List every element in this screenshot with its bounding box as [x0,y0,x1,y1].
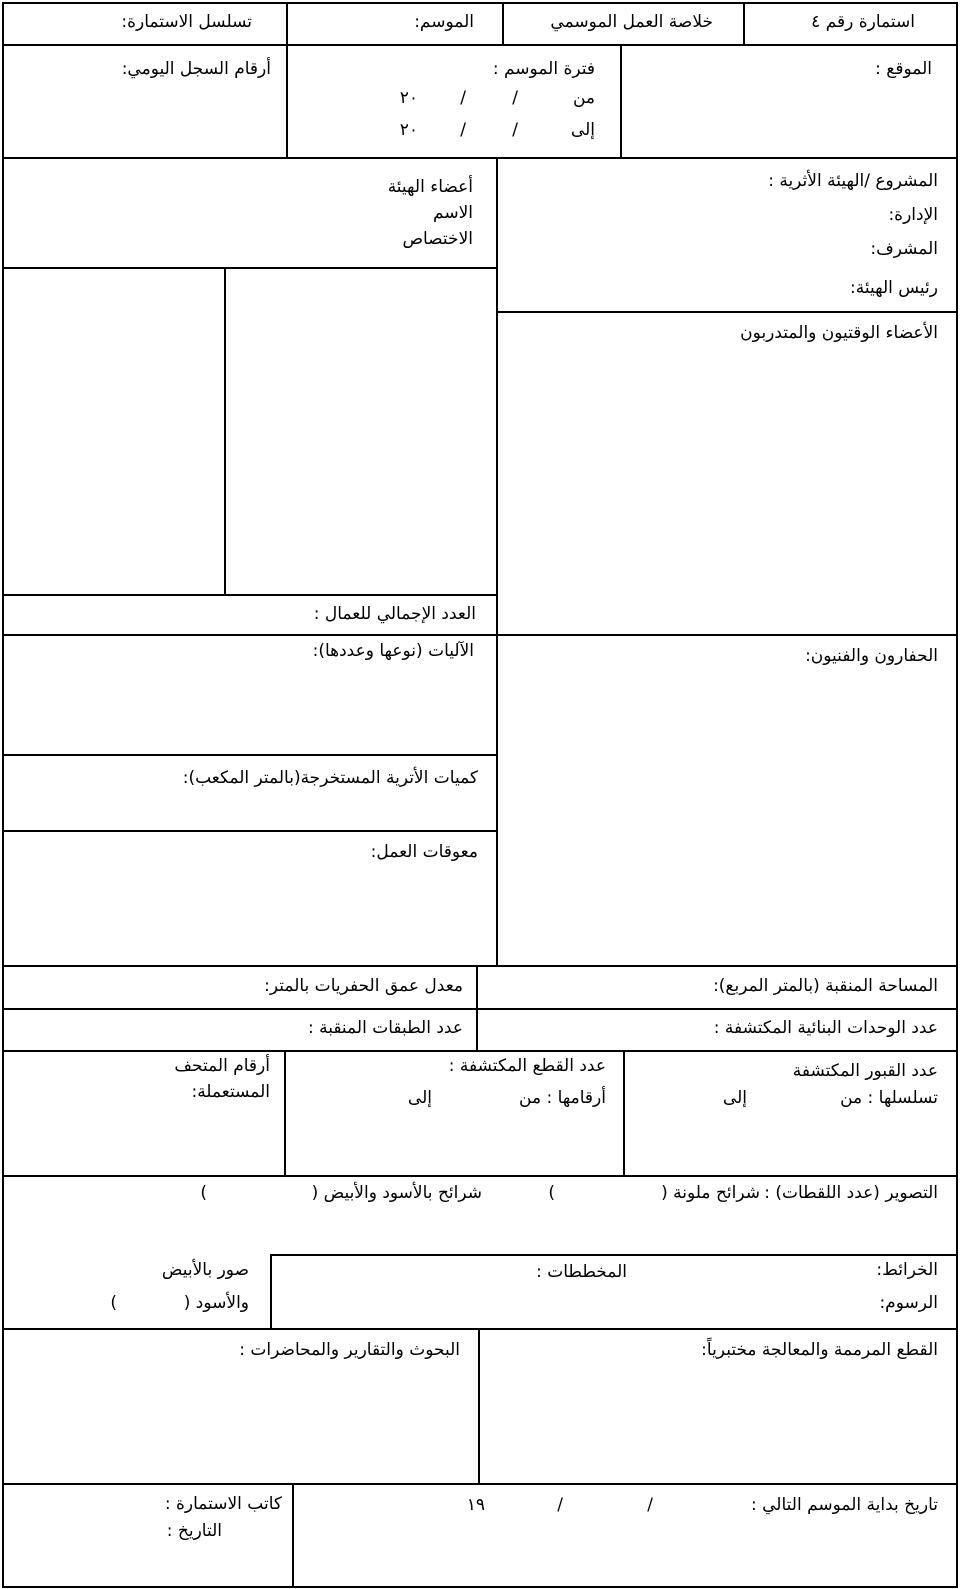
tombs-to-label: إلى [722,1088,747,1108]
divider [286,2,288,44]
project-mission-label: المشروع /الهيئة الأثرية : [768,171,938,191]
mission-members-label: أعضاء الهيئة [387,177,473,197]
form-border-right [956,2,958,1587]
maps-label: الخرائط: [876,1260,938,1280]
period-to-slash-2: / [460,120,466,140]
excavated-soil-label: كميات الأترية المستخرجة(بالمتر المكعب): [182,768,478,788]
divider [2,1175,958,1177]
color-slides-close-paren: ) [548,1183,555,1203]
period-to-label: إلى [570,120,595,140]
divider [623,1050,625,1175]
form-border-top [2,2,958,4]
divider [2,157,958,159]
supervisor-label: المشرف: [870,239,938,259]
divider [2,830,496,832]
next-season-year: ١٩ [466,1495,485,1515]
depth-rate-label: معدل عمق الحفريات بالمتر: [264,976,463,996]
divider [2,1008,958,1010]
total-workers-label: العدد الإجمالي للعمال : [313,604,476,624]
divider [270,1254,272,1328]
divider [2,1050,958,1052]
bw-slides-label: شرائح بالأسود والأبيض ( [311,1183,482,1203]
period-from-slash-2: / [460,88,466,108]
site-label: الموقع : [875,59,932,79]
season-label: الموسم: [414,12,474,32]
museum-numbers-label-line-2: المستعملة: [191,1082,270,1102]
divider [478,1328,480,1483]
diggers-technicians-label: الحفارون والفنيون: [805,646,938,666]
bw-slides-close-paren: ) [200,1183,207,1203]
name-label: الاسم [433,203,473,223]
form-border-bottom [2,1586,958,1588]
divider [2,965,958,967]
administration-label: الإدارة: [888,205,938,225]
form-title: خلاصة العمل الموسمي [550,12,713,32]
next-season-slash-2: / [557,1495,563,1515]
divider [620,44,622,157]
drawings-label: الرسوم: [879,1293,938,1313]
work-obstacles-label: معوقات العمل: [370,842,478,862]
season-period-label: فترة الموسم : [492,59,595,79]
plans-label: المخططات : [536,1262,627,1282]
excavated-area-label: المساحة المنقبة (بالمتر المربع): [713,976,938,996]
daily-log-numbers-label: أرقام السجل اليومي: [121,59,271,79]
divider [224,267,226,594]
research-label: البحوث والتقارير والمحاضرات : [239,1340,460,1360]
divider [2,267,496,269]
divider [2,594,496,596]
divider [2,1483,958,1485]
period-from-year: ٢٠ [399,88,418,108]
mission-head-label: رئيس الهيئة: [850,278,938,298]
architectural-units-label: عدد الوحدات البنائية المكتشفة : [713,1018,938,1038]
divider [270,1254,958,1256]
divider [743,2,745,44]
period-from-label: من [572,88,595,108]
machinery-label: الآليات (نوعها وعددها): [312,641,474,661]
period-to-year: ٢٠ [399,120,418,140]
divider [2,44,958,46]
pieces-to-label: إلى [407,1088,432,1108]
form-writer-label: كاتب الاستمارة : [164,1494,282,1514]
divider [2,634,958,636]
form-serial-label: تسلسل الاستمارة: [121,12,252,32]
restored-pieces-label: القطع المرممة والمعالجة مختبرياً: [701,1340,938,1360]
specialization-label: الاختصاص [402,229,473,249]
divider [496,157,498,965]
divider [502,2,504,44]
bw-photos-close-paren: ) [110,1293,117,1313]
bw-photos-label-line-2: والأسود ( [183,1293,249,1313]
temporary-members-label: الأعضاء الوقتيون والمتدربون [740,323,938,343]
divider [292,1483,294,1587]
pieces-numbers-label: أرقامها : من [519,1088,606,1108]
next-season-start-label: تاريخ بداية الموسم التالي : [750,1495,938,1515]
next-season-slash-1: / [647,1495,653,1515]
pieces-found-label: عدد القطع المكتشفة : [448,1056,606,1076]
divider [284,1050,286,1175]
form-border-left [2,2,4,1587]
divider [2,1328,958,1330]
period-from-slash-1: / [512,88,518,108]
tombs-found-label: عدد القبور المكتشفة [792,1061,938,1081]
bw-photos-label-line-1: صور بالأبيض [161,1260,249,1280]
form-number: استمارة رقم ٤ [811,12,915,32]
color-slides-label: شرائح ملونة ( [661,1183,760,1203]
photography-label: التصوير (عدد اللقطات) : [764,1183,938,1203]
museum-numbers-label-line-1: أرقام المتحف [174,1056,270,1076]
excavated-layers-label: عدد الطبقات المنقبة : [307,1018,463,1038]
date-label: التاريخ : [166,1521,222,1541]
divider [2,754,496,756]
divider [496,311,958,313]
tombs-sequence-label: تسلسلها : من [840,1088,938,1108]
divider [286,44,288,157]
period-to-slash-1: / [512,120,518,140]
